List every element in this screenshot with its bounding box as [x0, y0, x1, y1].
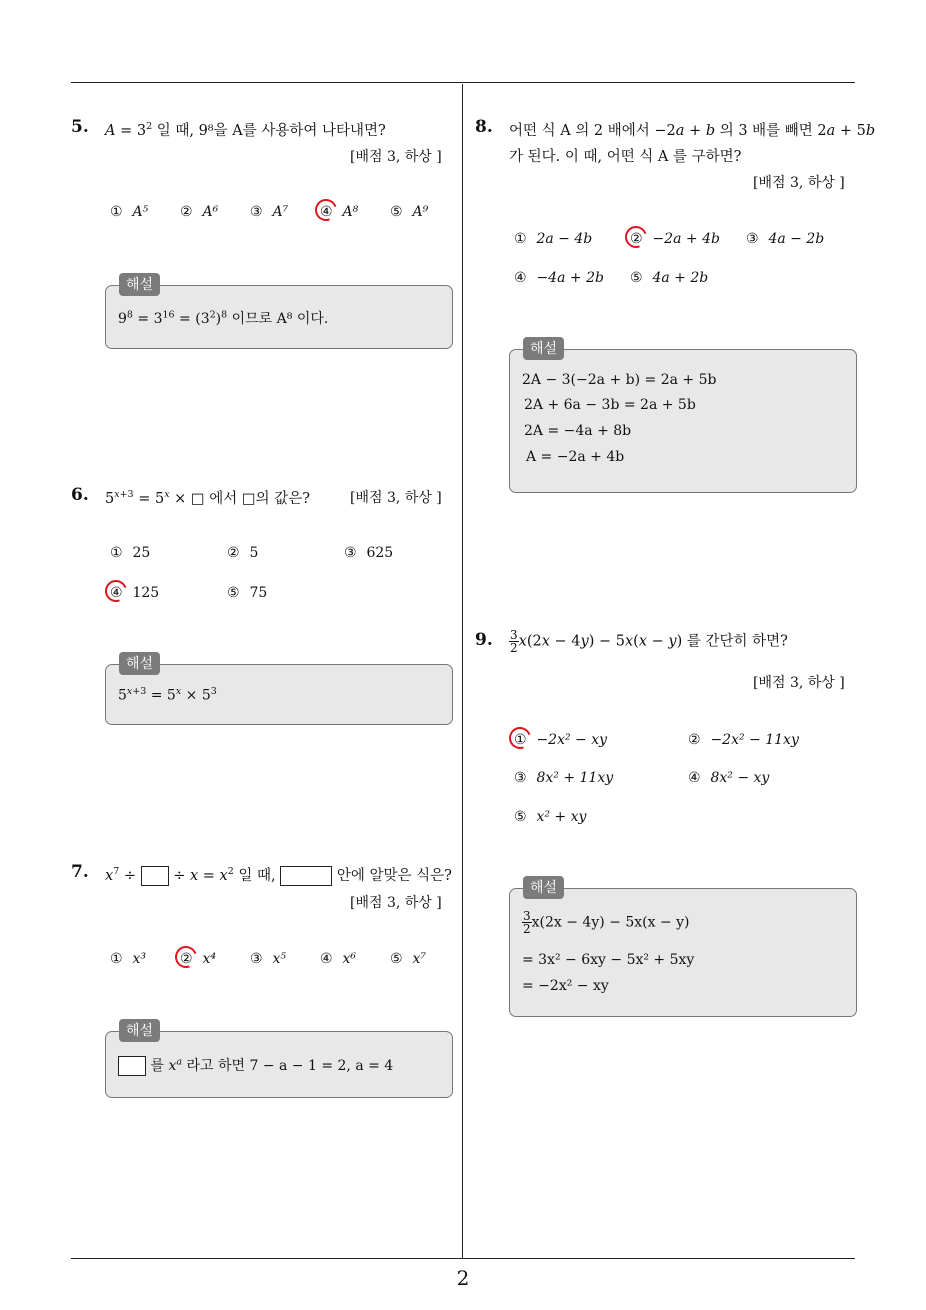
q9-score: [배점 3, 하상 ] — [753, 675, 845, 691]
q5-explanation: $9^8 = 3^{16} = (3^2)^8$ 이므로 A⁸ 이다. — [118, 309, 329, 327]
q8-score: [배점 3, 하상 ] — [753, 175, 845, 191]
q9-choice-2[interactable]: ② −2x² − 11xy — [688, 732, 799, 748]
q9-question: $\frac{3}{2}$ x(2x − 4y) − 5x(x − y) 를 간단히 하면? — [510, 628, 788, 655]
q9-choice-5[interactable]: ⑤ x² + xy — [514, 809, 587, 825]
q9-choice-4[interactable]: ④ 8x² − xy — [688, 770, 770, 786]
q5-choice-5[interactable]: ⑤ A⁹ — [390, 204, 429, 220]
fraction-3-2: $\frac{3}{2}$ — [523, 909, 531, 936]
q7-number: 7. — [71, 862, 89, 882]
q7-choice-5[interactable]: ⑤ x⁷ — [390, 951, 426, 967]
q7-choice-1[interactable]: ① x³ — [110, 951, 146, 967]
q8-choice-2[interactable]: ② −2a + 4b — [630, 231, 720, 247]
q6-choice-4[interactable]: ④ 125 — [110, 585, 159, 601]
q7-question: $x^7$ ÷ ÷ $x = x^2$ 일 때, 안에 알맞은 식은? — [105, 866, 452, 884]
q5-score: [배점 3, 하상 ] — [350, 149, 442, 165]
q5-number: 5. — [71, 117, 89, 137]
q9-explanation-line-2: = 3x² − 6xy − 5x² + 5xy — [522, 952, 695, 968]
q6-choice-5[interactable]: ⑤ 75 — [227, 585, 268, 601]
answer-circle-icon — [101, 576, 130, 605]
q7-score: [배점 3, 하상 ] — [350, 895, 442, 911]
q8-choice-4[interactable]: ④ −4a + 2b — [514, 270, 604, 286]
q7-choice-4[interactable]: ④ x⁶ — [320, 951, 356, 967]
q9-explanation-line-1: $\frac{3}{2}$ x(2x − 4y) − 5x(x − y) — [523, 909, 690, 936]
q9-explanation-line-3: = −2x² − xy — [522, 978, 609, 994]
q7-blank-large — [280, 866, 332, 886]
q6-explanation: $5^{x+3} = 5^x \times 5^3$ — [118, 686, 217, 704]
q7-choice-3[interactable]: ③ x⁵ — [250, 951, 286, 967]
q7-explanation-tag: 해설 — [119, 1019, 160, 1042]
q8-choice-1[interactable]: ① 2a − 4b — [514, 231, 593, 247]
column-divider — [462, 84, 463, 1258]
q6-score: [배점 3, 하상 ] — [350, 490, 442, 506]
q6-number: 6. — [71, 485, 89, 505]
q8-question-line1: 어떤 식 A 의 2 배에서 −2a + b 의 3 배를 빼면 2a + 5b — [509, 123, 876, 139]
q8-choice-5[interactable]: ⑤ 4a + 2b — [630, 270, 709, 286]
answer-circle-icon — [311, 195, 340, 224]
q8-explanation-line-2: 2A + 6a − 3b = 2a + 5b — [524, 397, 696, 413]
q6-choice-3[interactable]: ③ 625 — [344, 545, 394, 561]
q7-blank-small — [141, 866, 169, 886]
answer-circle-icon — [621, 222, 650, 251]
q6-choice-2[interactable]: ② 5 — [227, 545, 259, 561]
q8-explanation-line-1: 2A − 3(−2a + b) = 2a + 5b — [522, 372, 717, 388]
q8-choice-3[interactable]: ③ 4a − 2b — [746, 231, 825, 247]
q8-explanation-box — [509, 349, 857, 493]
q8-explanation-line-3: 2A = −4a + 8b — [524, 423, 632, 439]
q8-explanation-line-4: A = −2a + 4b — [526, 449, 625, 465]
q7-explanation-blank — [118, 1056, 146, 1076]
q9-choice-1[interactable]: ① −2x² − xy — [514, 732, 607, 748]
q8-explanation-tag: 해설 — [523, 337, 564, 360]
q5-choice-1[interactable]: ① A⁵ — [110, 204, 149, 220]
q7-choice-2[interactable]: ② x⁴ — [180, 951, 216, 967]
q5-choice-2[interactable]: ② A⁶ — [180, 204, 219, 220]
q5-explanation-tag: 해설 — [119, 273, 160, 296]
q9-choice-3[interactable]: ③ 8x² + 11xy — [514, 770, 614, 786]
bottom-rule — [71, 1258, 855, 1259]
q5-question: $A = 3^2$ 일 때, 9⁸을 A를 사용하여 나타내면? — [105, 121, 386, 139]
answer-circle-icon — [171, 942, 200, 971]
q8-number: 8. — [475, 117, 493, 137]
q8-question-line2: 가 된다. 이 때, 어떤 식 A 를 구하면? — [509, 149, 742, 165]
q9-number: 9. — [475, 630, 493, 650]
top-rule — [71, 82, 855, 83]
answer-circle-icon — [505, 723, 534, 752]
fraction-3-2: $\frac{3}{2}$ — [510, 628, 518, 655]
q5-question-text: 일 때, 9⁸을 A를 사용하여 나타내면? — [156, 123, 386, 139]
q9-explanation-tag: 해설 — [523, 876, 564, 899]
page-number: 2 — [456, 1266, 470, 1290]
q5-choice-3[interactable]: ③ A⁷ — [250, 204, 289, 220]
q6-question: $5^{x+3} = 5^x$ × □ 에서 □의 값은? — [105, 489, 310, 507]
q6-choice-1[interactable]: ① 25 — [110, 545, 151, 561]
q5-choice-4[interactable]: ④ A⁸ — [320, 204, 358, 220]
q7-explanation: 를 $x^a$ 라고 하면 7 − a − 1 = 2, a = 4 — [118, 1055, 393, 1076]
q6-explanation-tag: 해설 — [119, 652, 160, 675]
